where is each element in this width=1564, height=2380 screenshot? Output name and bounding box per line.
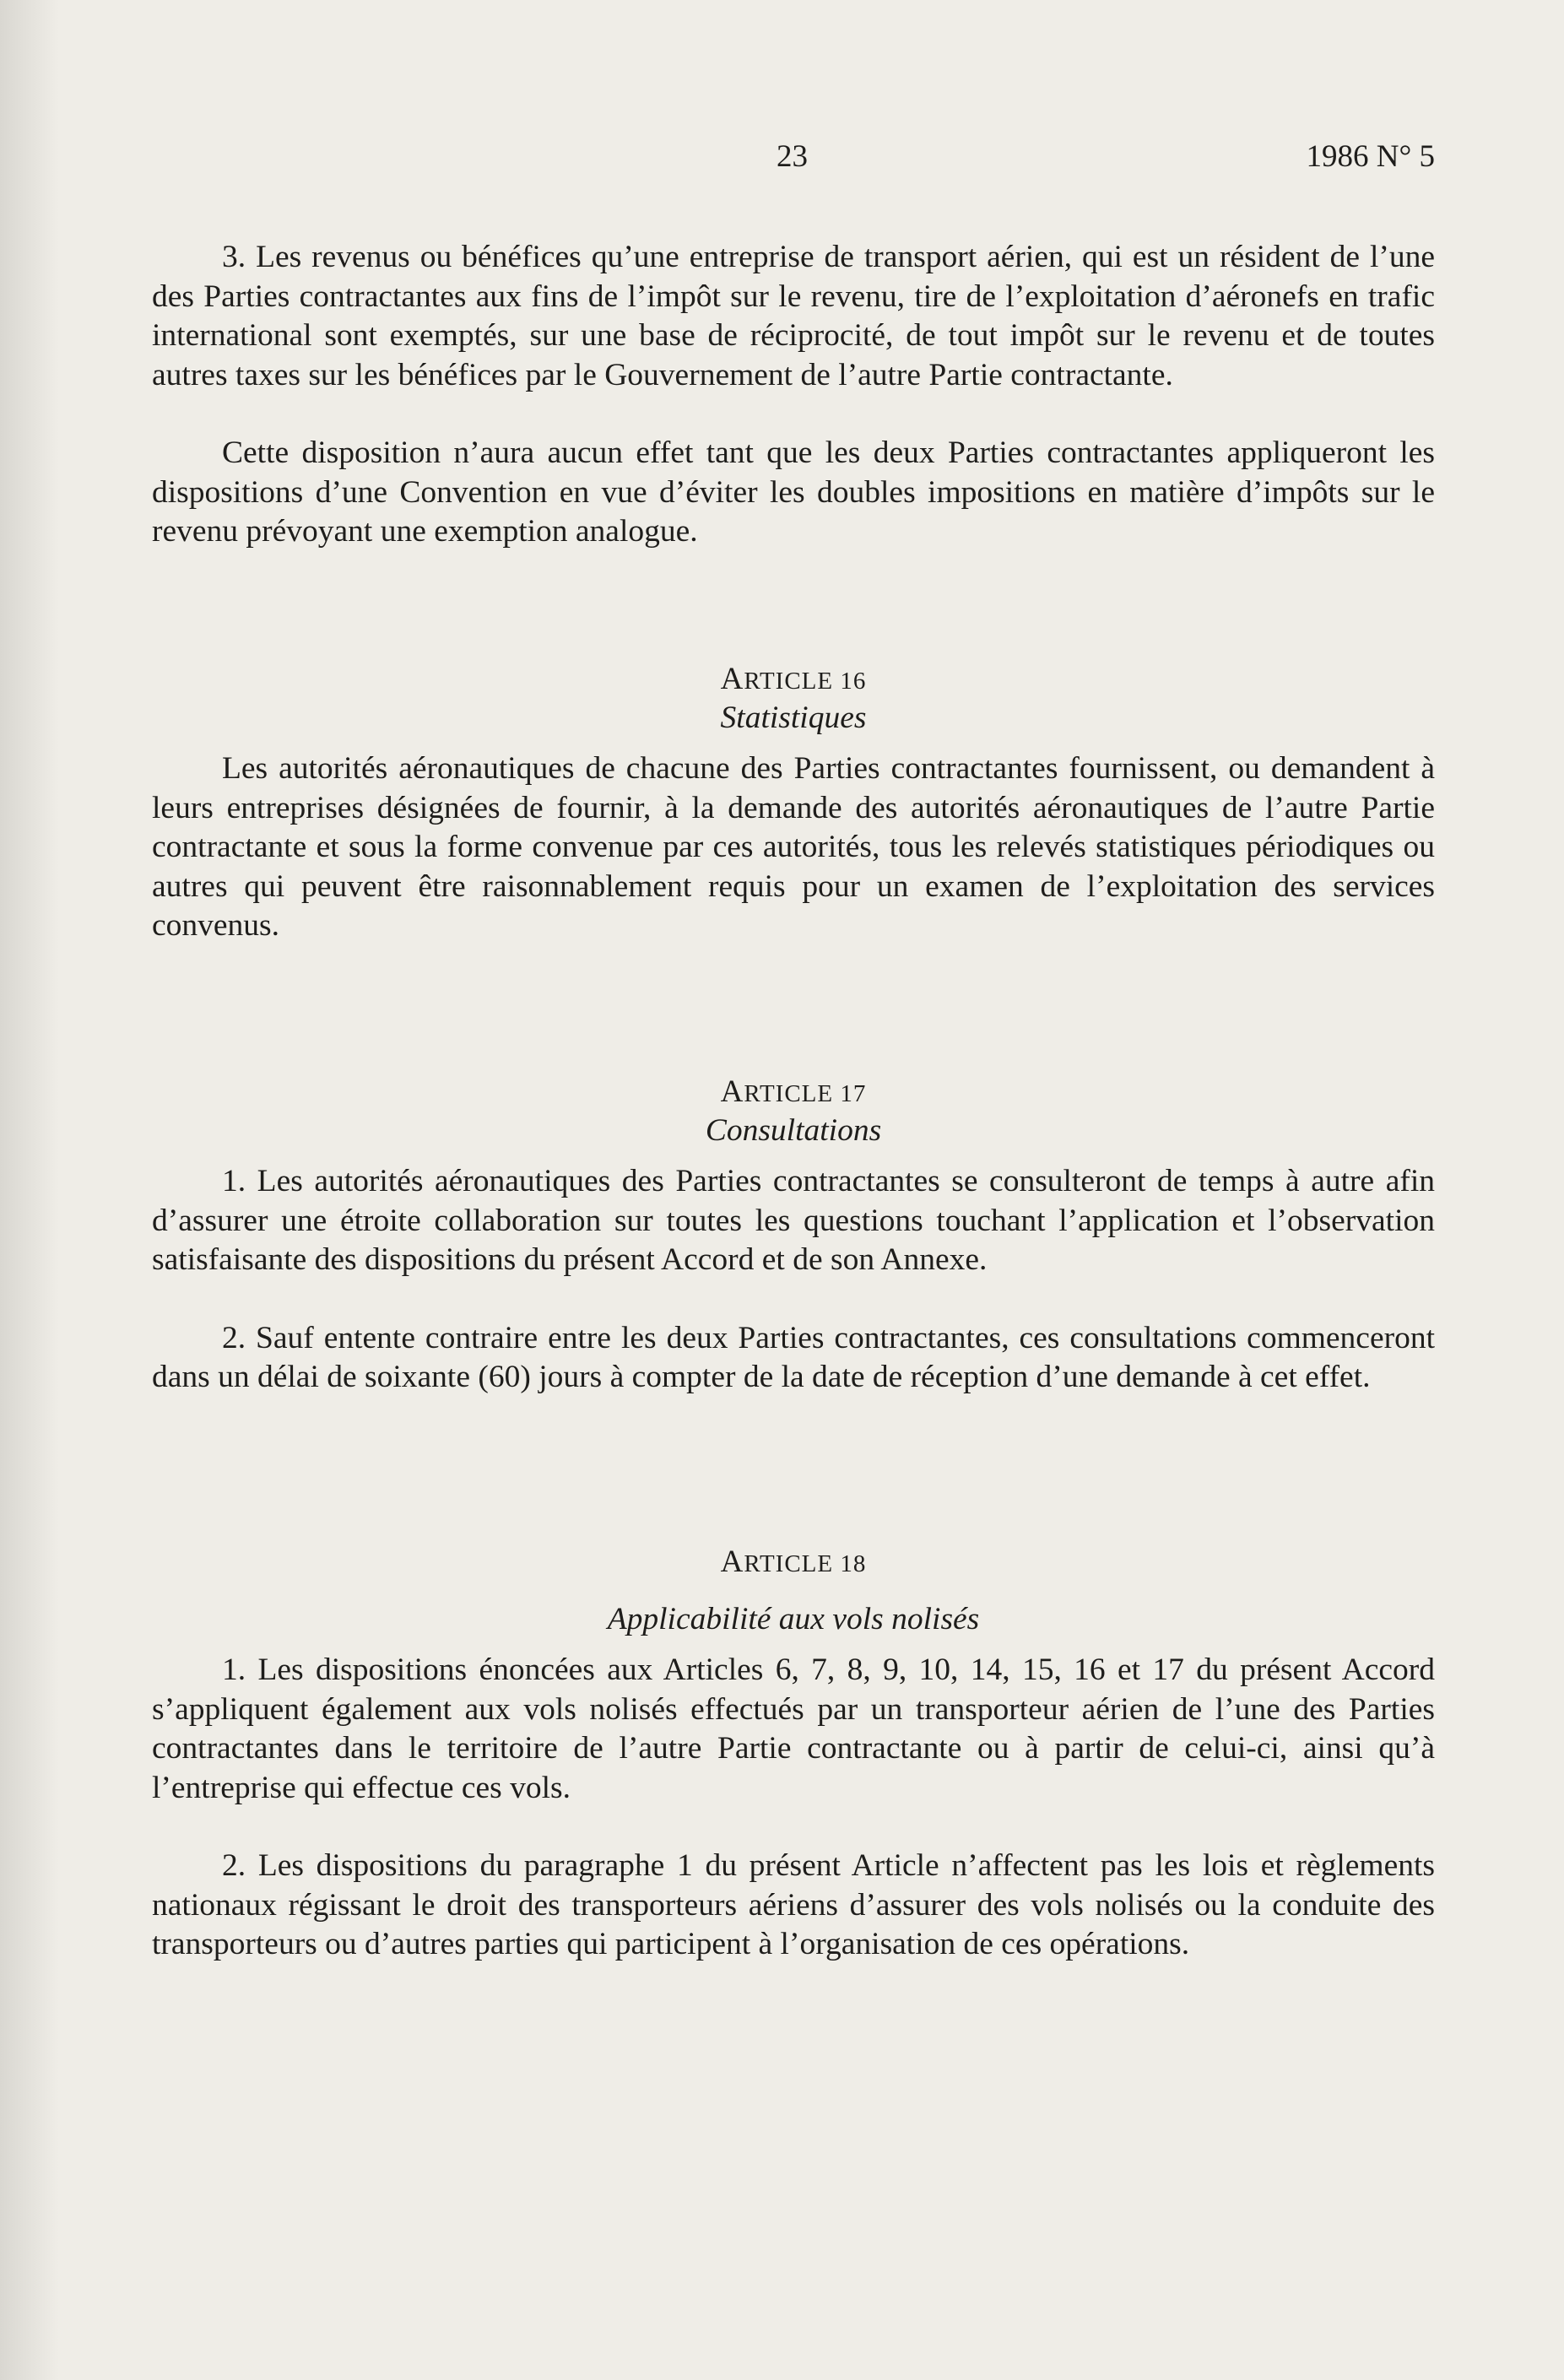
page-number: 23 bbox=[777, 139, 808, 174]
article-18-subtitle: Applicabilité aux vols nolisés bbox=[607, 1601, 980, 1636]
article-16-subtitle: Statistiques bbox=[720, 700, 867, 735]
paragraph-disposition: Cette disposition n’aura aucun effet tant que les deux Parties contractantes appliqueront les dispositions d’une Convention en vue d’éviter les doubles impositions en matière d’impôts sur le revenu prévoyant une exemption analogue. bbox=[152, 435, 1435, 549]
paragraph-revenus: 3. Les revenus ou bénéfices qu’une entreprise de transport aérien, qui est un résident de l’une des Parties contractantes aux fins de l’impôt sur le revenu, tire de l’exploitation d’aéronefs en trafic international sont exemptés, sur une base de réciprocité, de tout impôt sur le revenu et de toutes autres taxes sur les bénéfices par le Gouvernement de l’autre Partie contractante. bbox=[152, 240, 1435, 392]
article-17-paragraph-2: 2. Sauf entente contraire entre les deux Parties contractantes, ces consultations commenceront dans un délai de soixante (60) jours à compter de la date de réception d’une demande à cet effet. bbox=[152, 1320, 1435, 1394]
article-18-paragraph-2: 2. Les dispositions du paragraphe 1 du présent Article n’affectent pas les lois et règlements nationaux régissant le droit des transporteurs aériens d’assurer des vols nolisés ou la conduite des transporteurs ou d’autres parties qui participent à l’organisation de ces opérations. bbox=[152, 1848, 1435, 1961]
document-body bbox=[152, 238, 1435, 1965]
article-18-paragraph-1: 1. Les dispositions énoncées aux Articles 6, 7, 8, 9, 10, 14, 15, 16 et 17 du présent Accord s’appliquent également aux vols nolisés effectués par un transporteur aérien de l’une des Parties contractantes dans le territoire de l’autre Partie contractante ou à partir de celui-ci, ainsi qu’à l’entreprise qui effectue ces vols. bbox=[152, 1652, 1435, 1805]
gazette-year-number: 1986 N° 5 bbox=[1306, 139, 1435, 174]
page-header bbox=[152, 138, 1435, 181]
article-18-heading: ARTICLE 18 bbox=[720, 1544, 867, 1579]
page-binding-shadow bbox=[0, 0, 59, 2380]
article-16-heading: ARTICLE 16 bbox=[720, 661, 867, 696]
article-17-subtitle: Consultations bbox=[705, 1112, 882, 1148]
article-17-paragraph-1: 1. Les autorités aéronautiques des Parties contractantes se consulteront de temps à autre afin d’assurer une étroite collaboration sur toutes les questions touchant l’application et l’observation satisfaisante des dispositions du présent Accord et de son Annexe. bbox=[152, 1164, 1435, 1277]
article-16-paragraph: Les autorités aéronautiques de chacune des Parties contractantes fournissent, ou demandent à leurs entreprises désignées de fournir, à la demande des autorités aéronautiques de l’autre Partie contractante et sous la forme convenue par ces autorités, tous les relevés statistiques périodiques ou autres qui peuvent être raisonnablement requis pour un examen de l’exploitation des services convenus. bbox=[152, 751, 1435, 943]
article-17-heading: ARTICLE 17 bbox=[720, 1074, 867, 1109]
